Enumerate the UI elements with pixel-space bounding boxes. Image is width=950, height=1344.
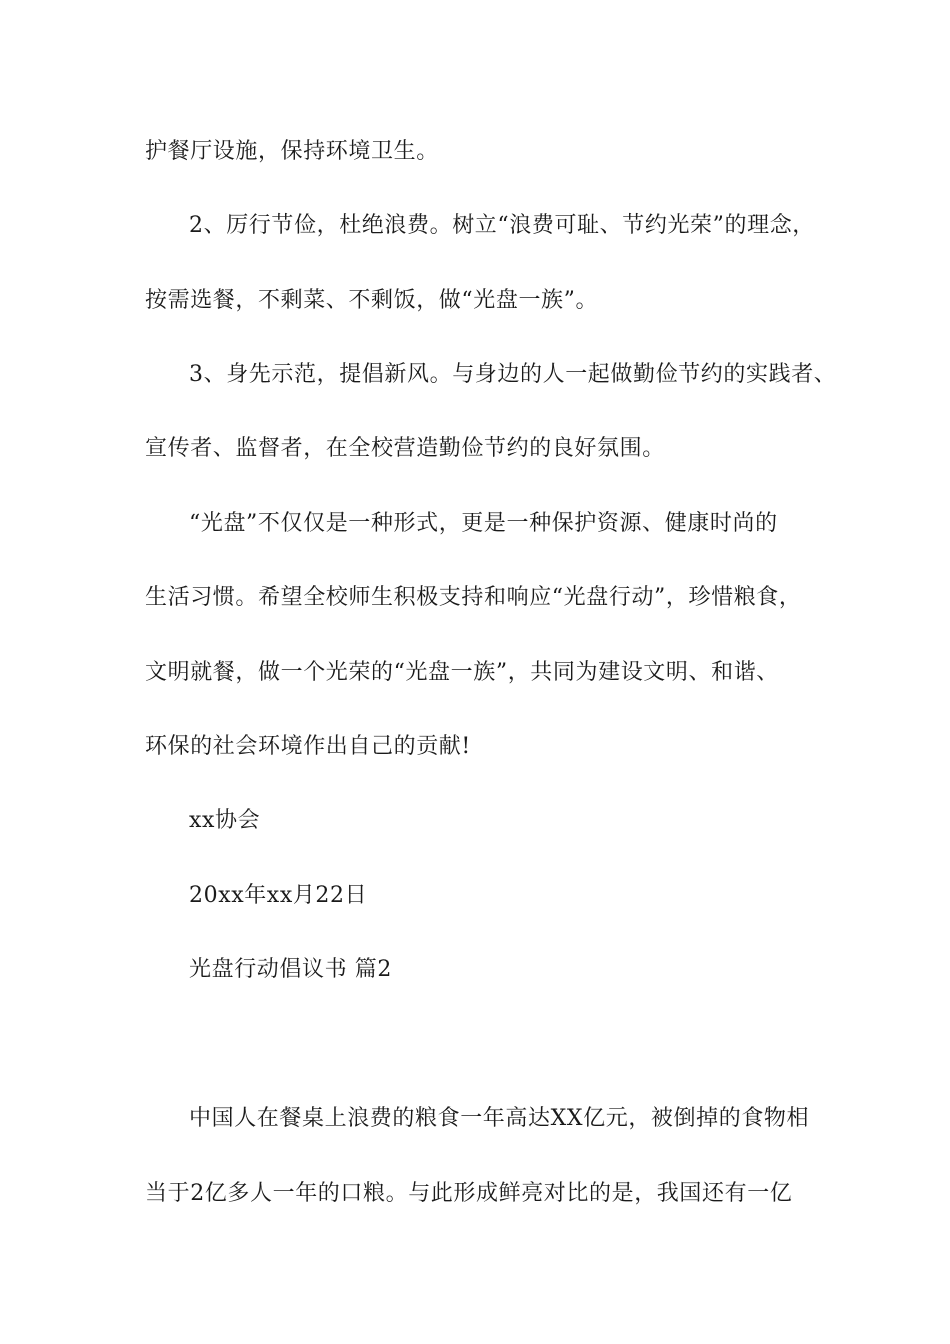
paragraph-line-4: 3、身先示范，提倡新风。与身边的人一起做勤俭节约的实践者、 (189, 362, 837, 387)
signature-date: 20xx年xx月22日 (189, 883, 368, 908)
paragraph-line-5: 宣传者、监督者，在全校营造勤俭节约的良好氛围。 (145, 436, 665, 461)
paragraph-line-2: 2、厉行节俭，杜绝浪费。树立“浪费可耻、节约光荣”的理念， (189, 213, 815, 238)
paragraph-line-9: 环保的社会环境作出自己的贡献! (145, 734, 471, 759)
paragraph-line-3: 按需选餐，不剩菜、不剩饭，做“光盘一族”。 (145, 288, 599, 313)
paragraph-line-10: 中国人在餐桌上浪费的粮食一年高达XX亿元，被倒掉的食物相 (189, 1106, 810, 1131)
paragraph-line-6: “光盘”不仅仅是一种形式，更是一种保护资源、健康时尚的 (189, 511, 778, 536)
paragraph-line-7: 生活习惯。希望全校师生积极支持和响应“光盘行动”，珍惜粮食， (145, 585, 802, 610)
section-heading: 光盘行动倡议书 篇2 (189, 957, 392, 982)
paragraph-line-1: 护餐厅设施，保持环境卫生。 (145, 139, 439, 164)
paragraph-line-11: 当于2亿多人一年的口粮。与此形成鲜亮对比的是，我国还有一亿 (145, 1181, 793, 1206)
paragraph-line-8: 文明就餐，做一个光荣的“光盘一族”，共同为建设文明、和谐、 (145, 660, 779, 685)
signature-organization: xx协会 (189, 808, 261, 833)
